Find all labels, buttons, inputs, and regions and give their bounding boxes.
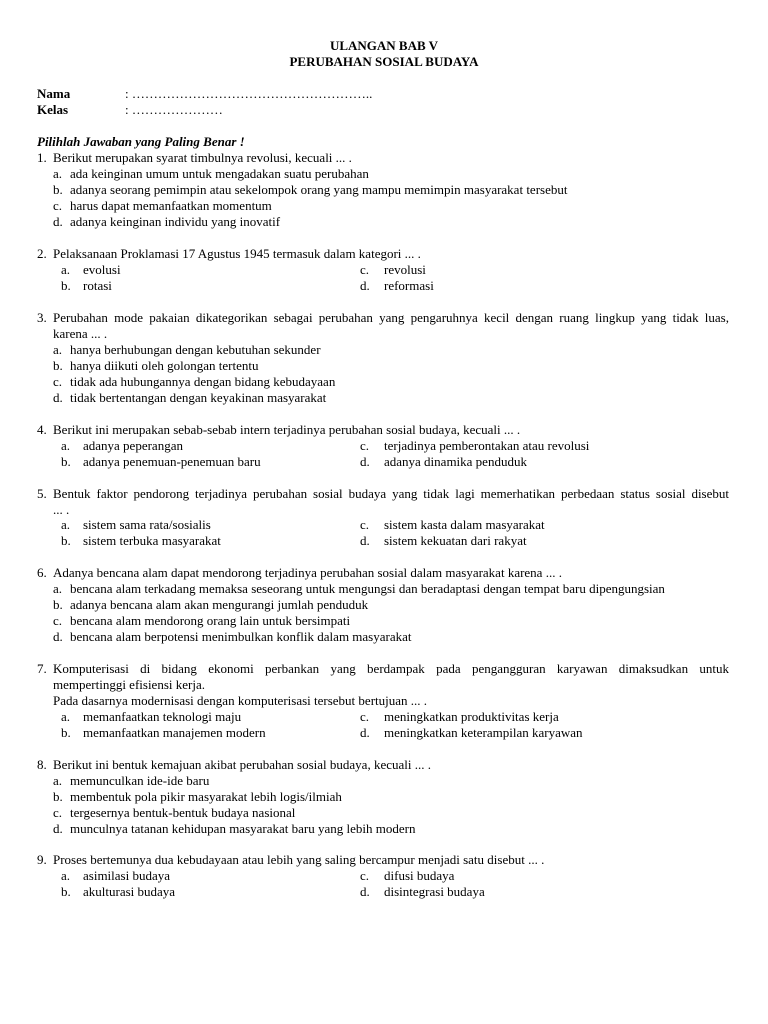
option-letter: a. — [53, 581, 63, 596]
option-text: asimilasi budaya — [83, 868, 171, 883]
question-number: 9. — [37, 852, 47, 867]
exam-subtitle: PERUBAHAN SOSIAL BUDAYA — [289, 54, 479, 69]
question-number: 1. — [37, 150, 47, 165]
option-letter: d. — [360, 884, 370, 899]
option-text: akulturasi budaya — [83, 884, 176, 899]
option-text: tidak ada hubungannya dengan bidang kebudayaan — [70, 374, 336, 389]
option-letter: c. — [360, 517, 370, 532]
option-text: sistem sama rata/sosialis — [83, 517, 211, 532]
option-text: meningkatkan produktivitas kerja — [384, 709, 559, 724]
question-number: 7. — [37, 661, 47, 676]
question-number: 8. — [37, 757, 47, 772]
option-letter: b. — [61, 454, 71, 469]
option-letter: b. — [61, 884, 71, 899]
question-text: Perubahan mode pakaian dikategorikan sebagai perubahan yang pengaruhnya kecil dengan ruang lingkup yang tidak luas, — [53, 310, 729, 325]
option-letter: b. — [53, 789, 63, 804]
option-letter: d. — [53, 629, 63, 644]
option-text: hanya diikuti oleh golongan tertentu — [70, 358, 259, 373]
option-text: memunculkan ide-ide baru — [70, 773, 210, 788]
option-text: harus dapat memanfaatkan momentum — [70, 198, 272, 213]
option-text: disintegrasi budaya — [384, 884, 485, 899]
option-text: memanfaatkan manajemen modern — [83, 725, 266, 740]
option-letter: c. — [53, 613, 63, 628]
option-letter: b. — [61, 533, 71, 548]
nama-field: : ……………………………………………….. — [125, 86, 373, 101]
question-text: Berikut ini bentuk kemajuan akibat perubahan sosial budaya, kecuali ... . — [53, 757, 431, 772]
option-letter: a. — [53, 166, 63, 181]
option-letter: a. — [53, 773, 63, 788]
question-number: 2. — [37, 246, 47, 261]
question-number: 5. — [37, 486, 47, 501]
option-letter: c. — [53, 374, 63, 389]
option-letter: b. — [53, 182, 63, 197]
question-text: Berikut merupakan syarat timbulnya revolusi, kecuali ... . — [53, 150, 352, 165]
option-letter: b. — [61, 278, 71, 293]
option-letter: d. — [53, 821, 63, 836]
instruction: Pilihlah Jawaban yang Paling Benar ! — [37, 134, 245, 149]
question-number: 4. — [37, 422, 47, 437]
kelas-field: : ………………… — [125, 102, 223, 117]
option-text: tergesernya bentuk-bentuk budaya nasional — [70, 805, 296, 820]
option-text: bencana alam terkadang memaksa seseorang untuk mengungsi dan beradaptasi dengan tempat baru dipengungsian — [70, 581, 665, 596]
option-text: bencana alam berpotensi menimbulkan konflik dalam masyarakat — [70, 629, 412, 644]
question-text: Proses bertemunya dua kebudayaan atau lebih yang saling bercampur menjadi satu disebut ... . — [53, 852, 545, 867]
option-text: revolusi — [384, 262, 426, 277]
question-number: 6. — [37, 565, 47, 580]
option-letter: a. — [61, 438, 71, 453]
nama-label: Nama — [37, 86, 71, 101]
option-text: munculnya tatanan kehidupan masyarakat baru yang lebih modern — [70, 821, 416, 836]
question-text-continued: karena ... . — [53, 326, 108, 341]
option-text: sistem kekuatan dari rakyat — [384, 533, 527, 548]
question-number: 3. — [37, 310, 47, 325]
option-letter: a. — [61, 517, 71, 532]
option-letter: d. — [360, 533, 370, 548]
question-text-continued: ... . — [53, 502, 70, 517]
option-letter: b. — [53, 597, 63, 612]
option-text: terjadinya pemberontakan atau revolusi — [384, 438, 590, 453]
option-letter: c. — [360, 262, 370, 277]
option-letter: c. — [360, 868, 370, 883]
option-letter: c. — [53, 805, 63, 820]
option-text: adanya peperangan — [83, 438, 183, 453]
option-letter: c. — [360, 709, 370, 724]
option-text: adanya keinginan individu yang inovatif — [70, 214, 281, 229]
option-text: adanya penemuan-penemuan baru — [83, 454, 261, 469]
option-letter: a. — [61, 709, 71, 724]
option-letter: c. — [360, 438, 370, 453]
option-text: difusi budaya — [384, 868, 455, 883]
option-letter: d. — [360, 725, 370, 740]
question-text-continued: mempertinggi efisiensi kerja. — [53, 677, 205, 692]
option-letter: a. — [61, 262, 71, 277]
option-text: ada keinginan umum untuk mengadakan suatu perubahan — [70, 166, 369, 181]
option-letter: d. — [360, 454, 370, 469]
option-letter: b. — [53, 358, 63, 373]
option-letter: a. — [53, 342, 63, 357]
option-text: evolusi — [83, 262, 121, 277]
option-text: memanfaatkan teknologi maju — [83, 709, 242, 724]
option-text: sistem terbuka masyarakat — [83, 533, 221, 548]
option-letter: b. — [61, 725, 71, 740]
option-text: adanya seorang pemimpin atau sekelompok orang yang mampu memimpin masyarakat tersebut — [70, 182, 568, 197]
option-text: reformasi — [384, 278, 434, 293]
question-text: Pelaksanaan Proklamasi 17 Agustus 1945 termasuk dalam kategori ... . — [53, 246, 421, 261]
option-letter: d. — [53, 390, 63, 405]
option-letter: d. — [53, 214, 63, 229]
question-text: Berikut ini merupakan sebab-sebab intern terjadinya perubahan sosial budaya, kecuali ... . — [53, 422, 521, 437]
option-text: tidak bertentangan dengan keyakinan masyarakat — [70, 390, 327, 405]
option-text: bencana alam mendorong orang lain untuk bersimpati — [70, 613, 351, 628]
option-text: adanya bencana alam akan mengurangi jumlah penduduk — [70, 597, 369, 612]
option-text: membentuk pola pikir masyarakat lebih logis/ilmiah — [70, 789, 342, 804]
option-text: adanya dinamika penduduk — [384, 454, 527, 469]
question-text: Komputerisasi di bidang ekonomi perbankan yang berdampak pada pengangguran karyawan dimaksudkan untuk — [53, 661, 729, 676]
option-letter: d. — [360, 278, 370, 293]
option-text: sistem kasta dalam masyarakat — [384, 517, 545, 532]
option-letter: c. — [53, 198, 63, 213]
kelas-label: Kelas — [37, 102, 69, 117]
question-text: Adanya bencana alam dapat mendorong terjadinya perubahan sosial dalam masyarakat karena ... . — [53, 565, 562, 580]
option-letter: a. — [61, 868, 71, 883]
option-text: rotasi — [83, 278, 112, 293]
question-text-continued: Pada dasarnya modernisasi dengan komputerisasi tersebut bertujuan ... . — [53, 693, 428, 708]
exam-title: ULANGAN BAB V — [329, 38, 439, 53]
question-text: Bentuk faktor pendorong terjadinya perubahan sosial budaya yang tidak lagi memerhatikan perbedaan status sosial disebut — [53, 486, 729, 501]
option-text: hanya berhubungan dengan kebutuhan sekunder — [70, 342, 321, 357]
option-text: meningkatkan keterampilan karyawan — [384, 725, 583, 740]
